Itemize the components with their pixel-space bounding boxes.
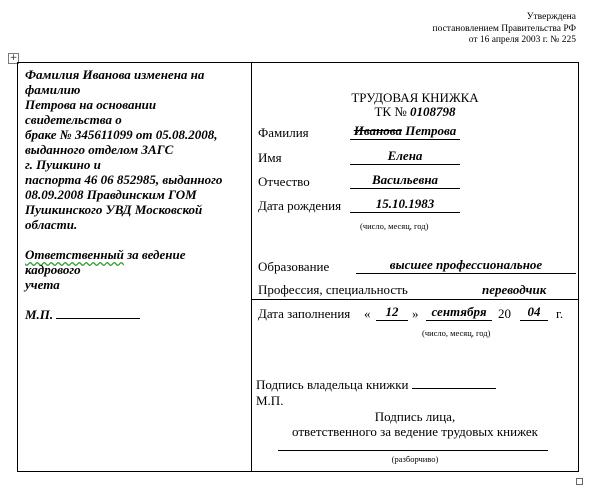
quote-close: » <box>412 306 419 321</box>
name-label: Имя <box>258 150 282 165</box>
resp-signature-line <box>278 450 548 451</box>
responsible-line-1 <box>25 247 247 262</box>
work-book-table <box>17 62 579 472</box>
owner-signature-line <box>412 377 496 389</box>
responsible-line-3: учета <box>25 277 60 292</box>
profession-underline <box>252 299 578 300</box>
responsible-rest: за ведение <box>123 247 186 262</box>
surname-new: Петрова <box>405 123 457 138</box>
cell-end-mark <box>576 478 583 485</box>
resp-sign-line-1: Подпись лица, <box>374 409 456 424</box>
surname-field <box>350 123 460 140</box>
owner-sign-label: Подпись владельца книжки <box>256 377 409 392</box>
responsible-line-2: кадрового <box>25 262 81 277</box>
note-line: Фамилия Иванова изменена на <box>25 67 205 82</box>
note-line: 08.09.2008 Правдинским ГОМ <box>25 187 197 202</box>
name-value: Елена <box>350 148 460 165</box>
approval-line-3: от 16 апреля 2003 г. № 225 <box>468 35 576 45</box>
note-line: выданного отделом ЗАГС <box>25 142 174 157</box>
left-column-notes[interactable] <box>25 67 247 322</box>
card-number <box>252 105 578 119</box>
note-line: браке № 345611099 от 05.08.2008, <box>25 127 218 142</box>
fill-century: 20 <box>498 306 511 321</box>
approval-header <box>433 12 576 47</box>
surname-label: Фамилия <box>258 125 309 140</box>
tk-prefix: ТК № <box>374 104 407 119</box>
note-line: свидетельства о <box>25 112 122 127</box>
fill-date-label: Дата заполнения <box>258 306 351 321</box>
approval-line-1: Утверждена <box>526 12 576 22</box>
fill-year: 04 <box>520 304 548 321</box>
birth-label: Дата рождения <box>258 198 342 213</box>
left-mp-label: М.П. <box>25 307 54 322</box>
fill-hint: (число, месяц, год) <box>422 328 491 338</box>
year-suffix: г. <box>556 306 564 321</box>
approval-line-2: постановлением Правительства РФ <box>432 23 576 34</box>
left-stamp-line <box>25 307 247 322</box>
fill-month: сентября <box>426 304 492 321</box>
table-move-handle-icon[interactable]: + <box>9 53 18 63</box>
left-mp-signature-line <box>56 307 140 319</box>
birth-hint: (число, месяц, год) <box>360 221 429 231</box>
tk-number: 0108798 <box>410 104 456 119</box>
note-line: г. Пушкино и <box>25 157 101 172</box>
birth-value: 15.10.1983 <box>350 196 460 213</box>
patronymic-value: Васильевна <box>350 172 460 189</box>
note-line: паспорта 46 06 852985, выданного <box>25 172 223 187</box>
profession-value: переводчик <box>482 282 547 297</box>
right-mp-label: М.П. <box>256 393 284 408</box>
fill-day: 12 <box>376 304 408 321</box>
education-value: высшее профессиональное <box>356 257 576 274</box>
note-line: Петрова на основании <box>25 97 157 112</box>
quote-open: « <box>364 306 371 321</box>
note-line: области. <box>25 217 78 232</box>
note-line: Пушкинского УВД Московской <box>25 202 203 217</box>
education-label: Образование <box>258 259 330 274</box>
profession-label: Профессия, специальность <box>258 282 408 297</box>
note-line: фамилию <box>25 82 81 97</box>
patronymic-label: Отчество <box>258 174 310 189</box>
responsible-word: Ответственный <box>25 247 124 262</box>
owner-signature <box>256 377 496 393</box>
resp-sign-line-2: ответственного за ведение трудовых книжек <box>292 424 538 439</box>
right-column-card[interactable] <box>252 63 578 471</box>
surname-old: Иванова <box>353 123 402 138</box>
card-title: ТРУДОВАЯ КНИЖКА <box>351 90 479 105</box>
legible-hint: (разборчиво) <box>391 454 439 464</box>
